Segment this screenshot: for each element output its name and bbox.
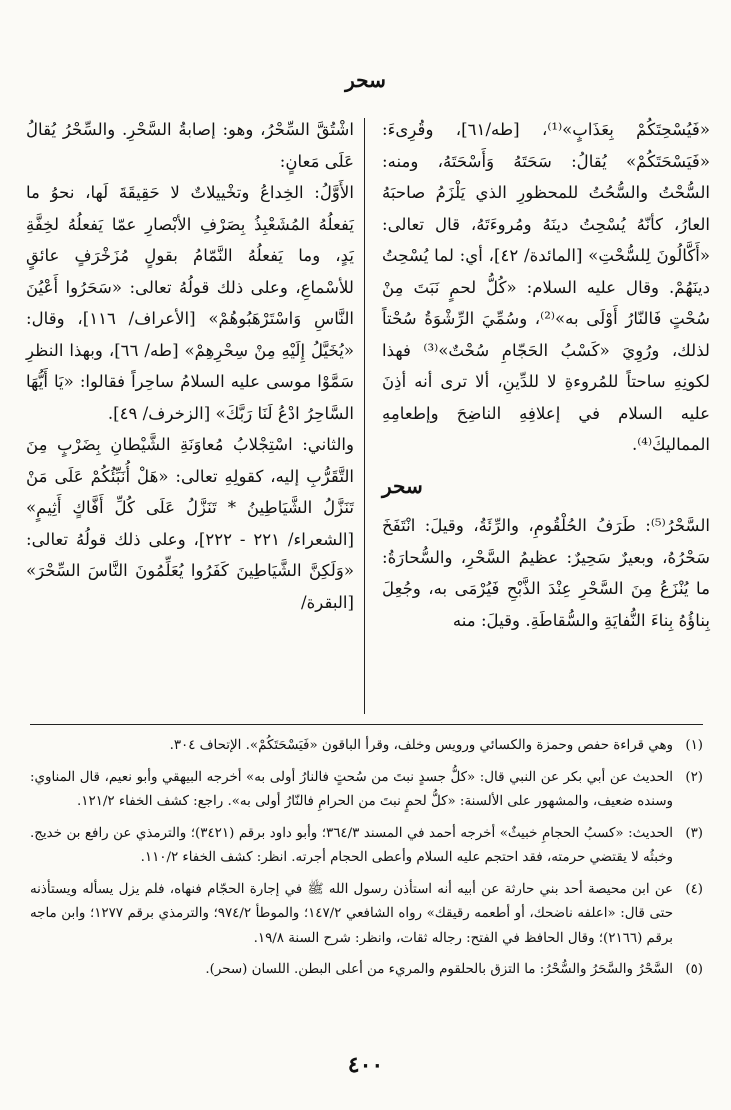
- footnote-text: وهي قراءة حفص وحمزة والكسائي ورويس وخلف، وقرأ الباقون «فَيَسْحَتَكُمْ». الإتحاف ٣٠٤.: [169, 738, 673, 753]
- page-header-root-word: سحر: [345, 68, 386, 92]
- right-column-paragraph: السَّحْرُ⁽⁵⁾: طَرَفُ الحُلْقُومِ، والرِّئَةُ، وقيلَ: انْتَفَخَ سَحْرُهُ، وبعيرٌ سَحِيرٌ: عظيمُ السَّحْرِ، والسُّحارَةُ: ما يُنْزَعُ مِنَ السَّحْرِ عِنْدَ الذَّبْحِ فَيُرْمَى به، وجُعِلَ بِناؤُهُ بِناءَ النُّفايَةِ والسُّقاطَةِ. وقيلَ: منه: [382, 516, 710, 630]
- footnote-number: (٣): [685, 825, 703, 841]
- footnote-item: [30, 958, 703, 983]
- footnote-text: السَّحْرُ والسَّحَرُ والسُّحْرُ: ما التزق بالحلقوم والمريء من أعلى البطن. اللسان (سحر).: [205, 962, 673, 977]
- footnote-item: [30, 878, 703, 952]
- left-column-paragraph: والثاني: اسْتِجْلابُ مُعاوَنَةِ الشَّيْطانِ بِضَرْبٍ مِنَ التَّقَرُّبِ إليه، كقولِهِ تعالى: «هَلْ أُنَبِّئُكُمْ عَلَى مَنْ تَنَزَّلُ الشَّيَاطِينُ * تَنَزَّلُ عَلَى كُلِّ أَفَّاكٍ أَثِيمٍ» [الشعراء/ ٢٢١ - ٢٢٢]، وعلى ذلك قولُهُ تعالى: «وَلَكِنَّ الشَّيَاطِينَ كَفَرُوا يُعَلِّمُونَ النَّاسَ السِّحْرَ» [البقرة/: [26, 435, 355, 612]
- page-number: ٤٠٠: [347, 1052, 384, 1078]
- section-title: سحر: [382, 473, 423, 498]
- footnote-rule: [30, 724, 703, 725]
- footnote-number: (٥): [685, 962, 703, 977]
- footnote-item: [30, 766, 703, 815]
- footnotes: [30, 734, 703, 990]
- footnote-text: الحديث: «كسبُ الحجامِ خبيثٌ» أخرجه أحمد في المسند ٣٦٤/٣؛ وأبو داود برقم (٣٤٢١)؛ والترمذي عن رافع بن خديج. وخبثُه لا يقتضي حرمته، فقد احتجم عليه السلام وأعطى الحجام أجرته. انظر: كشف الخفاء ١١٠/٢.: [30, 825, 673, 865]
- footnote-number: (٤): [685, 881, 703, 897]
- left-column-paragraph: الأَوَّلُ: الخِداعُ وتخْييلاتٌ لا حَقِيقَةَ لَها، نحوُ ما يَفعلُهُ المُشَعْبِذُ بِصَرْفِ الأبْصارِ عمّا يَفعلُهُ لخِفَّةِ يَدٍ، وما يَفعلُهُ النَّمّامُ بقولٍ مُزَخْرَفٍ عائقٍ للأسْماعِ، وعلى ذلك قولُهُ تعالى: «سَحَرُوا أَعْيُنَ النَّاسِ وَاسْتَرْهَبُوهُمْ» [الأعراف/ ١١٦]، وقال: «يُخَيَّلُ إِلَيْهِ مِنْ سِحْرِهِمْ» [طه/ ٦٦]، وبهذا النظرِ سَمَّوْا موسى عليه السلامُ ساحِراً فقالوا: «يَا أَيُّهَا السَّاحِرُ ادْعُ لَنَا رَبَّكَ» [الزخرف/ ٤٩].: [26, 183, 355, 423]
- right-column: [382, 114, 710, 636]
- left-column-paragraph: اشْتُقَّ السِّحْرُ، وهو: إصابةُ السَّحْرِ. والسِّحْرُ يُقالُ عَلَى مَعانٍ:: [26, 120, 354, 171]
- right-column-paragraph: «فَيُسْحِتَكُمْ بِعَذَابٍ»⁽¹⁾، [طه/٦١]، وقُرِىءَ: «فَيَسْحَتَكُمْ» يُقالُ: سَحَتَهُ وَأَسْحَتَهُ، ومنه: السُّحْتُ والسُّحُتُ للمحظورِ الذي يَلْزَمُ صاحبَهُ العارُ، كأنّهُ يُسْحِتُ دينَهُ ومُروءَتَهُ، قال تعالى: «أَكَّالُونَ لِلسُّحْتِ» [المائدة/ ٤٢]، أي: لما يُسْحِتُ دينَهُمْ. وقال عليه السلام: «كُلُّ لحمٍ نَبَتَ مِنْ سُحْتٍ فَالنّارُ أَوْلَى به»⁽²⁾، وسُمِّيَ الرِّشْوَةُ سُحْتاً لذلك، ورُوِيَ «كَسْبُ الحَجّامِ سُحْتٌ»⁽³⁾ فهذا لكونِهِ ساحتاً للمُروءةِ لا للدِّينِ، ألا ترى أنه أذِنَ عليه السلام في إعلافِهِ الناضِحَ وإطعامِهِ المماليكَ⁽⁴⁾.: [382, 120, 711, 454]
- footnote-item: [30, 734, 703, 759]
- left-column: [26, 114, 354, 618]
- footnote-number: (١): [685, 738, 703, 753]
- footnote-text: عن ابن محيصة أحد بني حارثة عن أبيه أنه استأذن رسول الله ﷺ في إجارة الحجّام فنهاه، فلم يزل يسأله ويستأذنه حتى قال: «اعلفه ناضحك، أو أطعمه رقيقك» رواه الشافعي ١٤٧/٢؛ والموطأ ٩٧٤/٢؛ والترمذي برقم ١٢٧٧؛ وابن ماجه برقم (٢١٦٦)؛ وقال الحافظ في الفتح: رجاله ثقات، وانظر: شرح السنة ١٩/٨.: [30, 881, 673, 946]
- column-divider: [364, 118, 365, 714]
- footnote-item: [30, 822, 703, 871]
- footnote-number: (٢): [685, 769, 703, 785]
- footnote-text: الحديث عن أبي بكر عن النبي قال: «كلُّ جسدٍ نبتَ من سُحتٍ فالنارُ أولى به» أخرجه البيهقي وأبو نعيم، قال المناوي: وسنده ضعيف، والمشهور على الألسنة: «كلُّ لحمٍ نبتَ من الحرامِ فالنّارُ أولى به». راجع: كشف الخفاء ١٢١/٢.: [30, 769, 673, 809]
